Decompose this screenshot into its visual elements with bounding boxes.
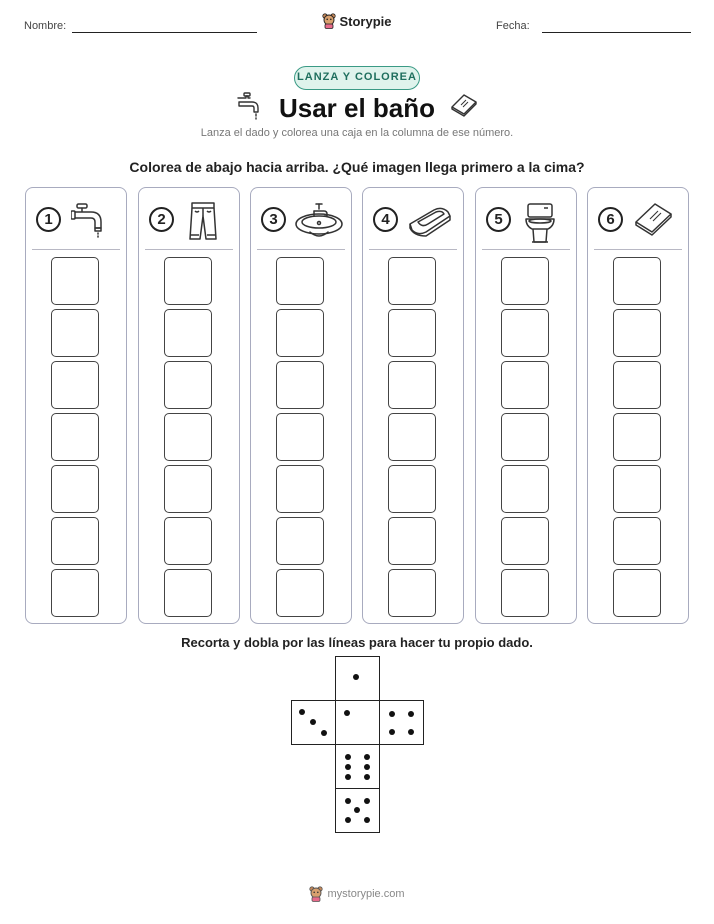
color-box: [613, 361, 661, 409]
column-number: 4: [373, 207, 398, 232]
pip: [364, 817, 370, 823]
bear-logo-icon: [322, 13, 336, 29]
column-divider: [145, 249, 233, 250]
color-box: [276, 413, 324, 461]
subtitle: Lanza el dado y colorea una caja en la columna de ese número.: [200, 127, 514, 139]
color-box: [276, 361, 324, 409]
column-number: 1: [36, 207, 61, 232]
color-box: [501, 465, 549, 513]
color-box: [501, 413, 549, 461]
color-box: [276, 257, 324, 305]
color-box: [388, 309, 436, 357]
die-face-4: [379, 700, 424, 745]
color-box: [613, 413, 661, 461]
pip: [389, 729, 395, 735]
name-label: Nombre:: [24, 20, 67, 32]
column-divider: [482, 249, 570, 250]
brand-logo: [0, 13, 714, 29]
pip: [345, 754, 351, 760]
cut-instruction: Recorta y dobla por las líneas para hacer tu propio dado.: [181, 635, 533, 650]
column-1: [25, 187, 127, 624]
die-face-1: [335, 656, 380, 701]
color-box: [51, 257, 99, 305]
color-box: [501, 309, 549, 357]
color-box: [164, 309, 212, 357]
column-2: [138, 187, 240, 624]
bear-logo-icon: [309, 886, 323, 902]
pip: [344, 710, 350, 716]
color-box: [388, 569, 436, 617]
pip: [354, 807, 360, 813]
pip: [321, 730, 327, 736]
column-divider: [594, 249, 682, 250]
color-box: [164, 413, 212, 461]
color-box: [51, 361, 99, 409]
pip: [345, 774, 351, 780]
date-line: [542, 32, 691, 33]
column-5: [475, 187, 577, 624]
towel-icon: [633, 202, 673, 236]
color-box: [388, 257, 436, 305]
brand-name: Storypie: [339, 13, 392, 29]
pip: [353, 674, 359, 680]
column-divider: [369, 249, 457, 250]
activity-badge: LANZA Y COLOREA: [294, 66, 420, 90]
color-box: [501, 257, 549, 305]
column-divider: [32, 249, 120, 250]
column-3: [250, 187, 352, 624]
color-box: [276, 569, 324, 617]
color-box: [613, 517, 661, 565]
color-box: [51, 309, 99, 357]
column-number: 6: [598, 207, 623, 232]
color-box: [613, 257, 661, 305]
pip: [364, 764, 370, 770]
color-box: [51, 569, 99, 617]
pip: [408, 729, 414, 735]
footer-url: mystorypie.com: [327, 888, 405, 900]
color-box: [501, 361, 549, 409]
name-line: [72, 32, 257, 33]
color-box: [388, 413, 436, 461]
color-box: [613, 569, 661, 617]
color-box: [51, 465, 99, 513]
color-box: [164, 465, 212, 513]
color-box: [276, 465, 324, 513]
page-title: Usar el baño: [278, 93, 436, 123]
footer: [0, 886, 714, 902]
column-4: [362, 187, 464, 624]
towel-icon: [448, 93, 478, 117]
toilet-icon: [524, 202, 556, 246]
color-box: [501, 569, 549, 617]
pip: [299, 709, 305, 715]
column-6: [587, 187, 689, 624]
instruction: Colorea de abajo hacia arriba. ¿Qué imagen llega primero a la cima?: [129, 159, 585, 175]
die-face-1: [335, 700, 380, 745]
color-box: [501, 517, 549, 565]
color-box: [164, 569, 212, 617]
pants-icon: [184, 202, 222, 240]
faucet-icon: [71, 202, 109, 240]
color-box: [164, 257, 212, 305]
color-box: [388, 465, 436, 513]
pip: [345, 817, 351, 823]
pip: [310, 719, 316, 725]
color-box: [164, 517, 212, 565]
color-box: [388, 361, 436, 409]
pip: [408, 711, 414, 717]
pip: [364, 774, 370, 780]
column-divider: [257, 249, 345, 250]
pip: [389, 711, 395, 717]
pip: [345, 798, 351, 804]
column-number: 2: [149, 207, 174, 232]
column-number: 3: [261, 207, 286, 232]
color-box: [613, 309, 661, 357]
pip: [364, 754, 370, 760]
date-label: Fecha:: [496, 20, 530, 32]
die-face-3: [291, 700, 336, 745]
pip: [364, 798, 370, 804]
soap-icon: [406, 202, 454, 240]
sink-icon: [294, 202, 344, 242]
color-box: [276, 517, 324, 565]
color-box: [51, 413, 99, 461]
column-number: 5: [486, 207, 511, 232]
color-box: [276, 309, 324, 357]
die-face-5: [335, 788, 380, 833]
die-face-6: [335, 744, 380, 789]
color-box: [51, 517, 99, 565]
pip: [345, 764, 351, 770]
color-box: [164, 361, 212, 409]
color-box: [388, 517, 436, 565]
color-box: [613, 465, 661, 513]
